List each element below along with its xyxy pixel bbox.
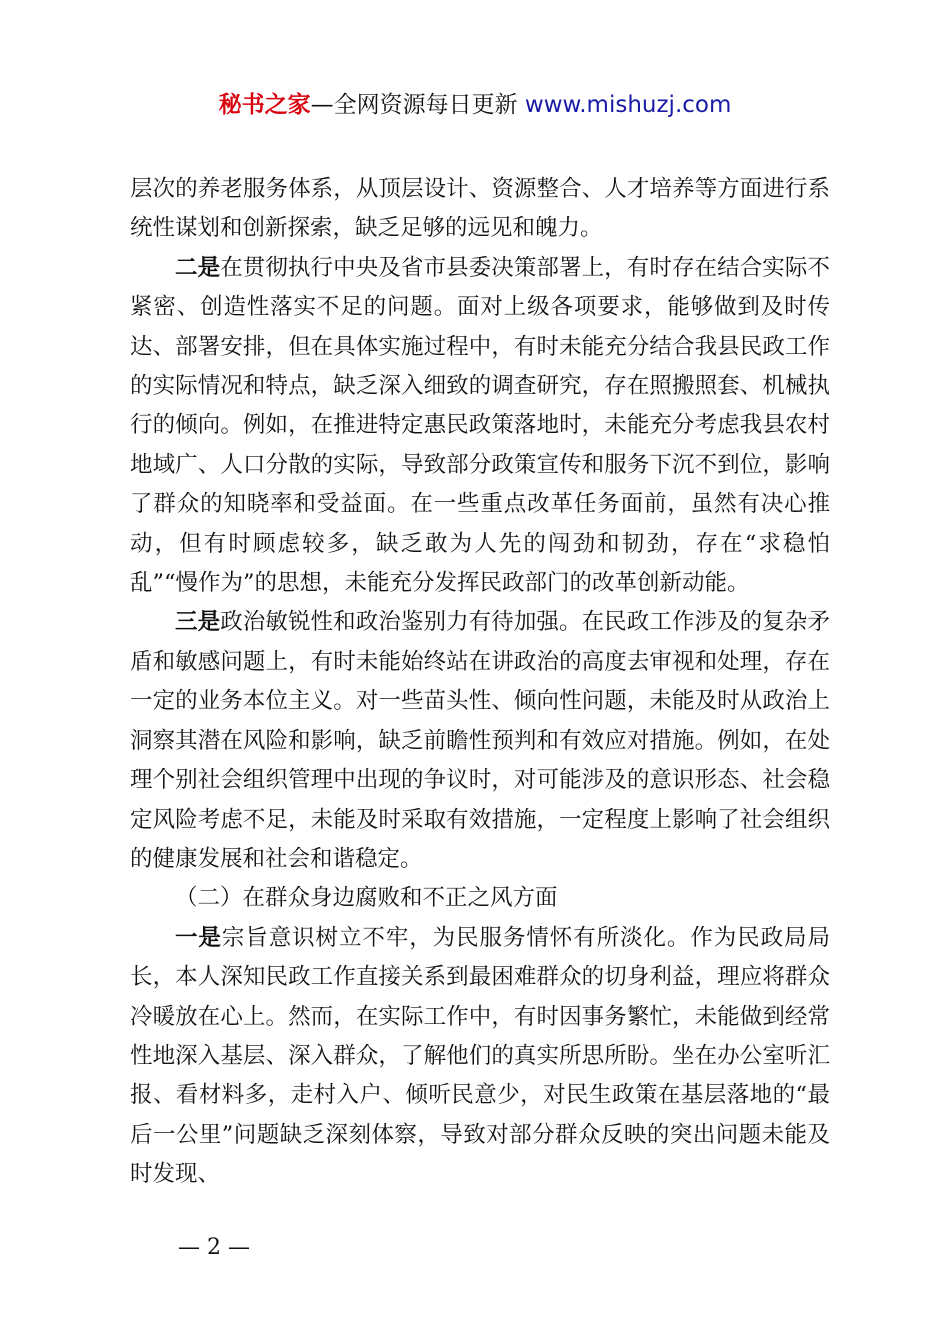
section-2-point-1-lead: 一是: [175, 924, 222, 951]
website-url: www.mishuzj.com: [524, 92, 732, 118]
brand-name: 秘书之家: [218, 92, 311, 118]
page-header: [0, 88, 950, 122]
section-2-heading: （二）在群众身边腐败和不正之风方面: [175, 885, 558, 912]
page-number: — 2 —: [178, 1235, 250, 1260]
body-text: [130, 170, 830, 1195]
section-2-point-1-text: 宗旨意识树立不牢，为民服务情怀有所淡化。作为民政局局长，本人深知民政工作直接关系到最困难群众的切身利益，理应将群众冷暖放在心上。然而，在实际工作中，有时因事务繁忙，未能做到经常性地深入基层、深入群众，了解他们的真实所思所盼。坐在办公室听汇报、看材料多，走村入户、倾听民意少，对民生政策在基层落地的“最后一公里”问题缺乏深刻体察，导致对部分群众反映的突出问题未能及时发现、: [130, 924, 830, 1188]
paragraph-continuation: 层次的养老服务体系，从顶层设计、资源整合、人才培养等方面进行系统性谋划和创新探索，缺乏足够的远见和魄力。: [130, 176, 830, 242]
point-3-text: 政治敏锐性和政治鉴别力有待加强。在民政工作涉及的复杂矛盾和敏感问题上，有时未能始终站在讲政治的高度去审视和处理，存在一定的业务本位主义。对一些苗头性、倾向性问题，未能及时从政治上洞察其潜在风险和影响，缺乏前瞻性预判和有效应对措施。例如，在处理个别社会组织管理中出现的争议时，对可能涉及的意识形态、社会稳定风险考虑不足，未能及时采取有效措施，一定程度上影响了社会组织的健康发展和社会和谐稳定。: [130, 609, 830, 872]
paragraph-point-2: [130, 249, 830, 604]
paragraph-point-3: [130, 603, 830, 879]
point-2-lead: 二是: [175, 254, 221, 281]
point-3-lead: 三是: [175, 609, 221, 636]
paragraph-section-2-point-1: [130, 919, 830, 1195]
point-2-text: 在贯彻执行中央及省市县委决策部署上，有时存在结合实际不紧密、创造性落实不足的问题。面对上级各项要求，能够做到及时传达、部署安排，但在具体实施过程中，有时未能充分结合我县民政工作的实际情况和特点，缺乏深入细致的调查研究，存在照搬照套、机械执行的倾向。例如，在推进特定惠民政策落地时，未能充分考虑我县农村地域广、人口分散的实际，导致部分政策宣传和服务下沉不到位，影响了群众的知晓率和受益面。在一些重点改革任务面前，虽然有决心推动，但有时顾虑较多，缺乏敢为人先的闯劲和韧劲，存在“求稳怕乱”“慢作为”的思想，未能充分发挥民政部门的改革创新动能。: [130, 254, 830, 597]
header-slogan: —全网资源每日更新: [310, 92, 525, 118]
